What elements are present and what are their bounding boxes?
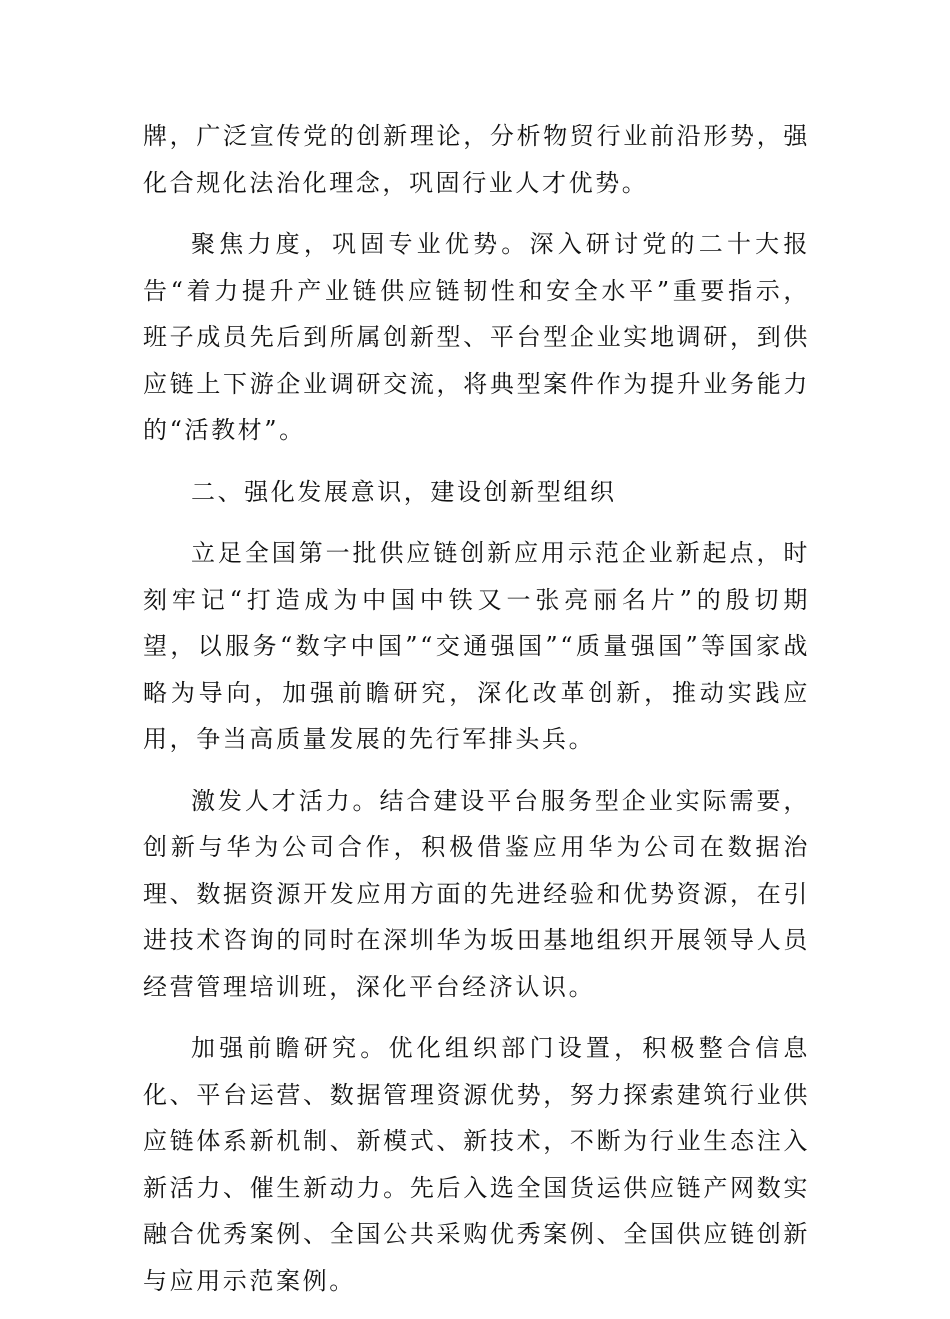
section-heading-two: 二、强化发展意识，建设创新型组织 <box>191 477 617 506</box>
paragraph-talent-vitality: 激发人才活力。结合建设平台服务型企业实际需要，创新与华为公司合作，积极借鉴应用华为公司在数据治理、数据资源开发应用方面的先进经验和优势资源，在引进技术咨询的同时在深圳华为坂田基地组织开展领导人员经营管理培训班，深化平台经济认识。 <box>143 786 810 1001</box>
paragraph-focus-strength: 聚焦力度，巩固专业优势。深入研讨党的二十大报告“着力提升产业链供应链韧性和安全水平”重要指示，班子成员先后到所属创新型、平台型企业实地调研，到供应链上下游企业调研交流，将典型案件作为提升业务能力的“活教材”。 <box>143 230 810 444</box>
paragraph-national-pilot: 立足全国第一批供应链创新应用示范企业新起点，时刻牢记“打造成为中国中铁又一张亮丽名片”的殷切期望，以服务“数字中国”“交通强国”“质量强国”等国家战略为导向，加强前瞻研究，深化改革创新，推动实践应用，争当高质量发展的先行军排头兵。 <box>143 539 810 753</box>
paragraph-forward-research: 加强前瞻研究。优化组织部门设置，积极整合信息化、平台运营、数据管理资源优势，努力探索建筑行业供应链体系新机制、新模式、新技术，不断为行业生态注入新活力、催生新动力。先后入选全国货运供应链产网数实融合优秀案例、全国公共采购优秀案例、全国供应链创新与应用示范案例。 <box>143 1034 810 1295</box>
document-page <box>143 113 810 1319</box>
paragraph-continuation: 牌，广泛宣传党的创新理论，分析物贸行业前沿形势，强化合规化法治化理念，巩固行业人才优势。 <box>143 122 810 197</box>
